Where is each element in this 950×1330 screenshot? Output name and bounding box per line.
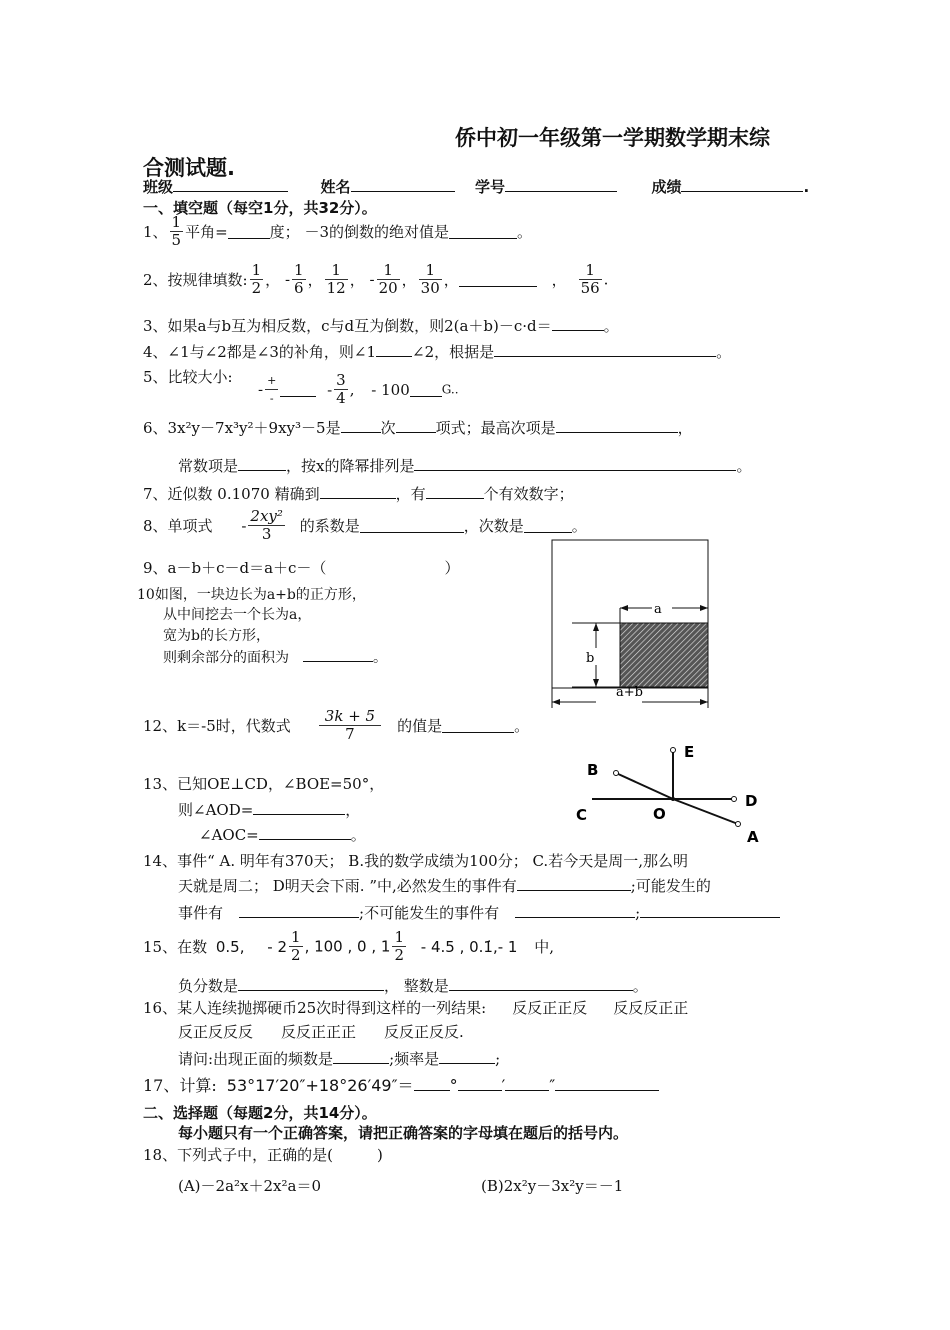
- title-line2: 合测试题.: [143, 156, 235, 180]
- score-blank[interactable]: [681, 177, 803, 192]
- q15-blank1[interactable]: [238, 976, 384, 991]
- q16-seq5: 反反正反反.: [384, 1023, 464, 1041]
- question-8: 8、单项式 - $\frac{\text{2xy²}}{3}$ 的系数是 ，次数是 。: [143, 507, 587, 543]
- question-7: 7、近似数 0.1070 精确到 ，有 个有效数字；: [143, 485, 574, 503]
- q5-blank2[interactable]: [410, 382, 442, 397]
- q7-blank1[interactable]: [320, 484, 396, 499]
- q2-frac3: $\frac{1}{12}$: [326, 261, 346, 297]
- label-A: A: [747, 828, 759, 846]
- q2-frac5: $\frac{1}{30}$: [420, 261, 440, 297]
- q3-blank[interactable]: [552, 316, 604, 331]
- q2-frac6: $\frac{1}{56}$: [580, 261, 600, 297]
- angle-figure: [570, 740, 770, 850]
- q12-blank[interactable]: [442, 718, 514, 733]
- q17-blank-extra[interactable]: [555, 1076, 659, 1091]
- id-blank[interactable]: [505, 177, 617, 192]
- class-label: 班级: [143, 178, 174, 196]
- question-5-label: 5、比较大小:: [143, 368, 233, 386]
- question-6: 6、3x²y－7x³y²＋9xy³－5是 次 项式；最高次项是 ，: [143, 419, 693, 437]
- q17-blank-sec[interactable]: [505, 1076, 549, 1091]
- question-14-line2: 天就是周二； D明天会下雨. ”中,必然发生的事件有 ;可能发生的: [178, 877, 711, 895]
- q4-text1: 4、∠1与∠2都是∠3的补角，则∠1: [143, 343, 376, 361]
- q5-garbled-frac: $\frac{+}{-}$: [267, 374, 277, 405]
- title-line1: 侨中初一年级第一学期数学期末综: [455, 126, 770, 150]
- q16-seq4: 反反正正正: [281, 1023, 357, 1041]
- score-label: 成绩: [651, 178, 682, 196]
- section2-heading: 二、选择题（每题2分，共14分）。: [143, 1104, 377, 1122]
- name-blank[interactable]: [351, 177, 455, 192]
- q5-blank1[interactable]: [280, 382, 316, 397]
- q14-blank2[interactable]: [239, 903, 359, 918]
- class-blank[interactable]: [173, 177, 288, 192]
- q2-frac4: $\frac{1}{20}$: [378, 261, 398, 297]
- q2-text: 2、按规律填数:: [143, 271, 248, 289]
- q17-expression: 53°17′20″+18°26′49″＝: [226, 1076, 414, 1095]
- q17-blank-deg[interactable]: [414, 1076, 450, 1091]
- q4-blank2[interactable]: [494, 342, 716, 357]
- q14-blank3[interactable]: [515, 903, 635, 918]
- q6-blank2[interactable]: [396, 418, 436, 433]
- q4-blank1[interactable]: [376, 342, 412, 357]
- q5-frac: $\frac{3}{4}$: [336, 371, 346, 407]
- label-B: B: [587, 761, 599, 779]
- section2-note: 每小题只有一个正确答案，请把正确答案的字母填在题后的括号内。: [178, 1124, 629, 1142]
- question-4: 4、∠1与∠2都是∠3的补角，则∠1 ∠2，根据是 。: [143, 343, 732, 361]
- q1-end: 。: [517, 223, 533, 241]
- q3-text: 3、如果a与b互为相反数，c与d互为倒数，则2(a＋b)－c·d＝: [143, 317, 552, 335]
- label-D: D: [745, 792, 758, 810]
- q16-seq2: 反反反正正: [613, 999, 689, 1017]
- q6-blank5[interactable]: [414, 456, 736, 471]
- question-13-line1: 13、已知OE⊥CD，∠BOE=50°，: [143, 775, 385, 793]
- question-1: [143, 214, 532, 249]
- question-14-line1: 14、事件“ A. 明年有370天； B.我的数学成绩为100分； C.若今天是周一,那么明: [143, 852, 688, 870]
- q2-frac2: $\frac{1}{6}$: [294, 261, 304, 297]
- q1-text2: 度； －3的倒数的绝对值是: [269, 223, 449, 241]
- q15-blank2[interactable]: [449, 976, 633, 991]
- fields-end: .: [803, 178, 810, 196]
- q6-blank1[interactable]: [341, 418, 381, 433]
- q1-num: 1、: [143, 223, 168, 241]
- question-10-line4: 则剩余部分的面积为 。: [163, 647, 387, 667]
- question-17: 17、计算: 53°17′20″+18°26′49″＝ ° ′ ″: [143, 1073, 659, 1096]
- name-label: 姓名: [320, 178, 351, 196]
- label-a-plus-b: a+b: [616, 685, 643, 700]
- question-16-line2: [178, 1021, 464, 1042]
- q13-blank2[interactable]: [259, 825, 351, 840]
- q8-blank1[interactable]: [360, 518, 464, 533]
- q16-seq3: 反正反反反: [178, 1023, 254, 1041]
- q16-blank1[interactable]: [333, 1049, 389, 1064]
- question-15: 15、在数 0.5, - 2 $\frac{1}{2}$ , 100 , 0 , 1 $\frac{1}{2}$ - 4.5 , 0.1̇,- 1 中,: [143, 928, 555, 964]
- q1-fraction: $\frac{1}{5}$: [171, 213, 182, 249]
- q17-blank-min[interactable]: [458, 1076, 502, 1091]
- id-label: 学号: [474, 178, 505, 196]
- q18-option-a: (A)－2a²x＋2x²a＝0: [178, 1177, 321, 1195]
- question-2: 2、按规律填数: $\frac{1}{2}$ ， - $\frac{1}{6}$ ， $\frac{1}{12}$ ， - $\frac{1}{20}$ ， $\frac{1}{30}$ ， ， $\frac{1}{56}$ .: [143, 261, 609, 297]
- hatched-rectangle: [620, 623, 708, 687]
- question-13-line3: ∠AOC= 。: [199, 826, 366, 844]
- label-C: C: [576, 806, 588, 824]
- question-13-line2: 则∠AOD= ，: [178, 801, 361, 819]
- q1-blank2[interactable]: [449, 224, 517, 239]
- question-3: 3、如果a与b互为相反数，c与d互为倒数，则2(a＋b)－c·d＝ 。: [143, 317, 619, 335]
- question-14-line3: 事件有 ;不可能发生的事件有 ;: [178, 902, 780, 923]
- student-info-fields: [143, 176, 809, 197]
- q8-frac: $\frac{\text{2xy²}}{3}$: [250, 507, 283, 543]
- q8-blank2[interactable]: [524, 518, 572, 533]
- q6-text1: 6、3x²y－7x³y²＋9xy³－5是: [143, 419, 341, 437]
- q18-option-b: (B)2x²y－3x²y＝－1: [481, 1177, 624, 1195]
- ray-ob: [616, 773, 673, 799]
- question-15b: 负分数是 ， 整数是 。: [178, 977, 648, 995]
- question-10-line2: 从中间挖去一个长为a，: [163, 607, 312, 623]
- q4-text2: ∠2，根据是: [412, 343, 495, 361]
- q13-blank1[interactable]: [253, 800, 345, 815]
- square-figure: [548, 538, 714, 713]
- question-10-line1: 10如图，一块边长为a+b的正方形，: [137, 587, 366, 603]
- label-E: E: [684, 743, 695, 761]
- question-16-line1: 16、某人连续抛掷硬币25次时得到这样的一列结果: 反反正正反 反反反正正: [143, 999, 689, 1017]
- section1-heading: 一、填空题（每空1分，共32分）。: [143, 199, 377, 217]
- q15-frac2: $\frac{1}{2}$: [394, 928, 404, 964]
- q16-blank2[interactable]: [439, 1049, 495, 1064]
- question-12: 12、k＝-5时，代数式 $\frac{3k + 5}{7}$ 的值是 。: [143, 707, 530, 743]
- question-9: 9、a－b＋c－d＝a＋c－（ ）: [143, 559, 460, 577]
- q14-blank1[interactable]: [517, 876, 631, 891]
- q1-text1: 平角=: [185, 223, 228, 241]
- question-5-items: - $\frac{+}{-}$ - $\frac{3}{4}$ , - 100 G..: [258, 371, 459, 407]
- q10-blank[interactable]: [303, 647, 373, 662]
- q16-seq1: 反反正正反: [512, 999, 588, 1017]
- question-6b: 常数项是 ，按x的降幂排列是 。: [178, 457, 752, 475]
- q1-blank1[interactable]: [228, 224, 270, 239]
- ray-oa: [673, 799, 738, 824]
- q14-blank4[interactable]: [640, 903, 780, 918]
- label-O: O: [653, 805, 666, 823]
- question-16b: 请问:出现正面的频数是 ;频率是 ;: [178, 1050, 501, 1068]
- q6-blank3[interactable]: [556, 418, 678, 433]
- q7-blank2[interactable]: [426, 484, 484, 499]
- q2-frac1: $\frac{1}{2}$: [251, 261, 262, 297]
- q12-frac: $\frac{3k + 5}{7}$: [319, 708, 381, 743]
- label-b: b: [586, 651, 595, 666]
- label-a: a: [654, 602, 662, 617]
- q6-blank4[interactable]: [238, 456, 286, 471]
- question-18: 18、下列式子中，正确的是( ): [143, 1146, 383, 1164]
- q2-blank[interactable]: [459, 272, 537, 287]
- question-10-line3: 宽为b的长方形，: [163, 628, 270, 644]
- q15-frac1: $\frac{1}{2}$: [291, 928, 301, 964]
